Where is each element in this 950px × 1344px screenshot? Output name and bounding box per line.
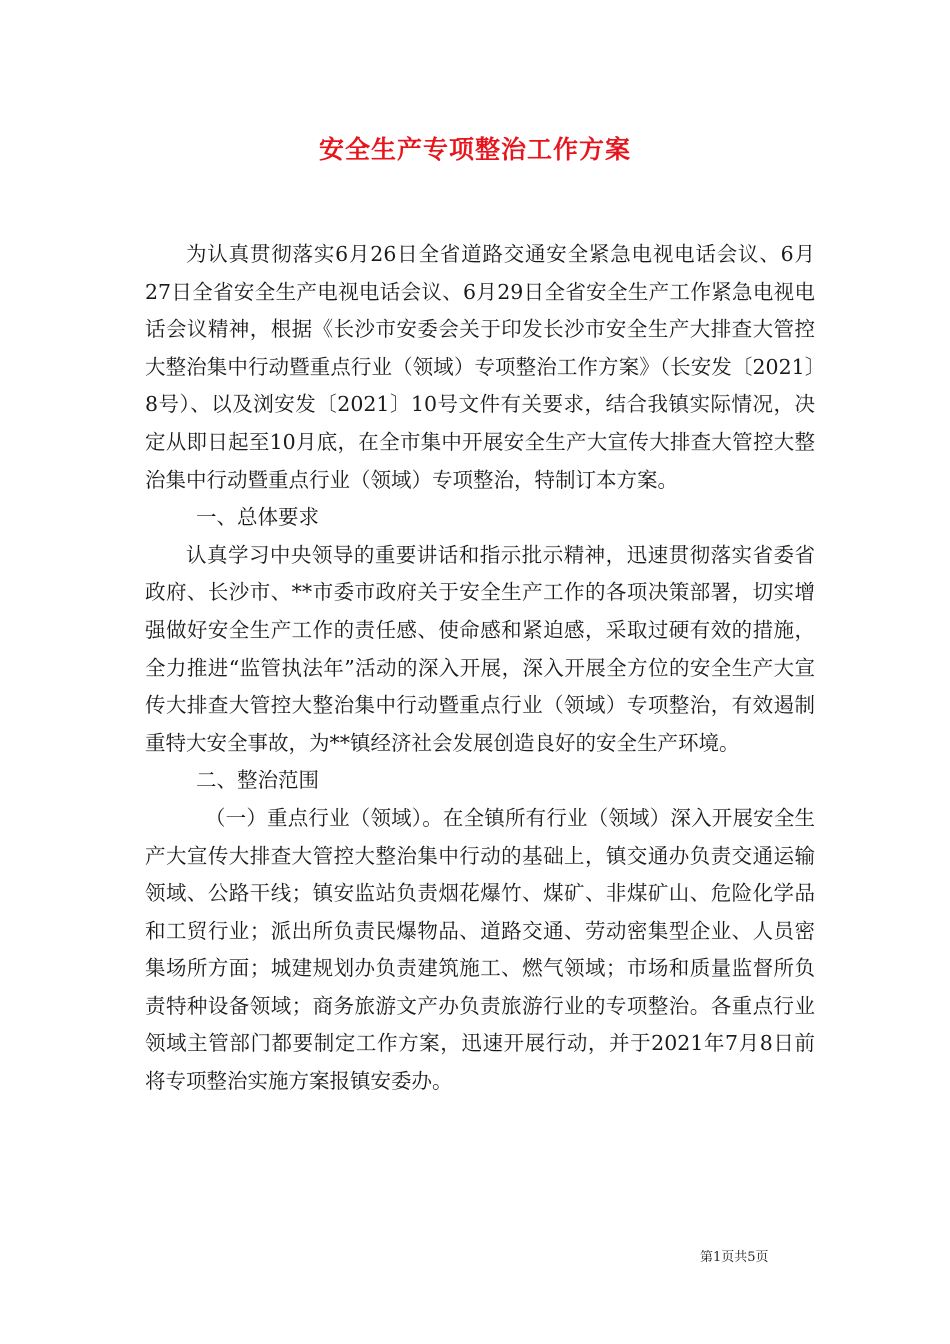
general-requirements-paragraph: 认真学习中央领导的重要讲话和指示批示精神，迅速贯彻落实省委省政府、长沙市、**市委市政府关于安全生产工作的各项决策部署，切实增强做好安全生产工作的责任感、使命感和紧迫感，采取过硬有效的措施，全力推进“监管执法年”活动的深入开展，深入开展全方位的安全生产大宣传大排查大管控大整治集中行动暨重点行业（领域）专项整治，有效遏制重特大安全事故，为**镇经济社会发展创造良好的安全生产环境。 (145, 542, 815, 755)
page-number: 第1页共5页 (700, 1250, 769, 1265)
section-heading-scope: 二、整治范围 (196, 768, 319, 793)
key-industries-paragraph: （一）重点行业（领域）。在全镇所有行业（领域）深入开展安全生产大宣传大排查大管控大整治集中行动的基础上，镇交通办负责交通运输领域、公路干线；镇安监站负责烟花爆竹、煤矿、非煤矿山、危险化学品和工贸行业；派出所负责民爆物品、道路交通、劳动密集型企业、人员密集场所方面；城建规划办负责建筑施工、燃气领域；市场和质量监督所负责特种设备领域；商务旅游文产办负责旅游行业的专项整治。各重点行业领域主管部门都要制定工作方案，迅速开展行动，并于2021年7月8日前将专项整治实施方案报镇安委办。 (145, 805, 815, 1094)
section-heading-general-requirements: 一、总体要求 (196, 505, 319, 530)
document-title: 安全生产专项整治工作方案 (318, 135, 631, 164)
document-body (145, 236, 815, 1101)
intro-paragraph: 为认真贯彻落实6月26日全省道路交通安全紧急电视电话会议、6月27日全省安全生产电视电话会议、6月29日全省安全生产工作紧急电视电话会议精神，根据《长沙市安委会关于印发长沙市安全生产大排查大管控大整治集中行动暨重点行业（领域）专项整治工作方案》（长安发〔2021〕8号）、以及浏安发〔2021〕10号文件有关要求，结合我镇实际情况，决定从即日起至10月底，在全市集中开展安全生产大宣传大排查大管控大整治集中行动暨重点行业（领域）专项整治，特制订本方案。 (145, 242, 815, 492)
